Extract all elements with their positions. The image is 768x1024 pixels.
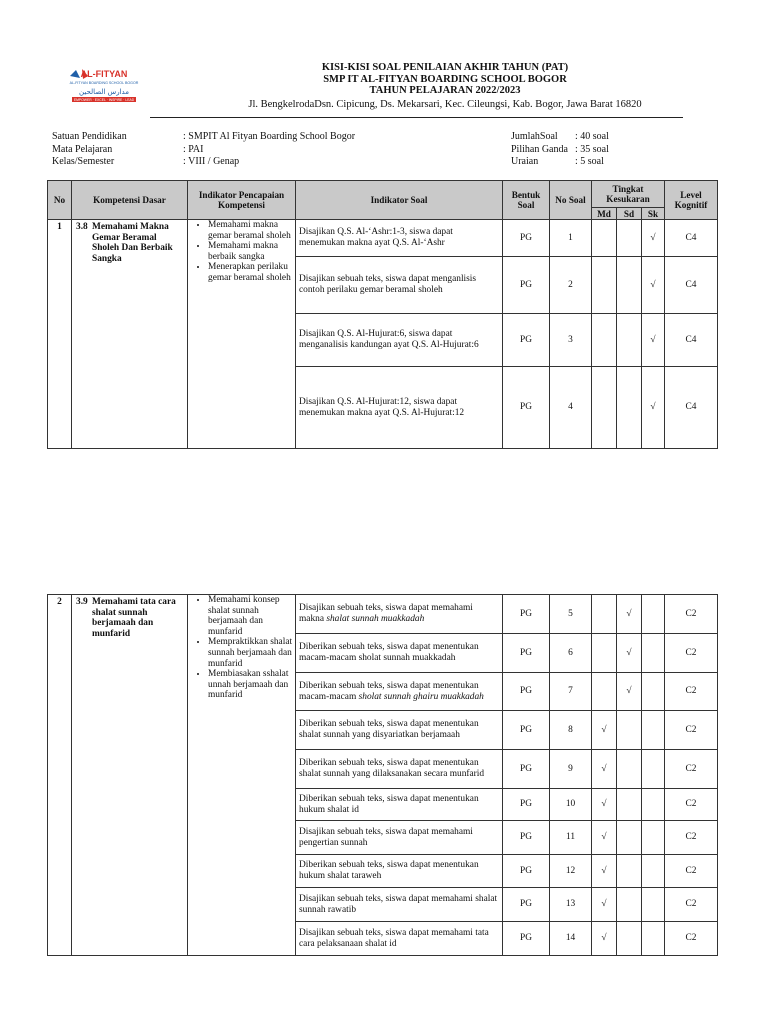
- no-soal: 8: [550, 711, 592, 750]
- bentuk-soal: PG: [503, 634, 550, 673]
- indikator-soal: Diberikan sebuah teks, siswa dapat menentukan hukum shalat taraweh: [296, 855, 503, 888]
- check-mark: √: [642, 314, 665, 367]
- bentuk-soal: PG: [503, 750, 550, 789]
- ipk-item: • Membiasakan sshalat unnah berjamaah dan munfarid: [208, 669, 293, 701]
- meta-value: : 35 soal: [575, 143, 609, 155]
- bentuk-soal: PG: [503, 821, 550, 855]
- header-no: No: [48, 181, 72, 220]
- ipk-item: • Memahami makna gemar beramal sholeh: [208, 220, 293, 241]
- header-level-kognitif: Level Kognitif: [665, 181, 718, 220]
- no-soal: 14: [550, 922, 592, 956]
- indikator-soal: Disajikan Q.S. Al-Hujurat:6, siswa dapat menganalisis kandungan ayat Q.S. Al-Hujurat:6: [296, 314, 503, 367]
- kd-number: 1: [48, 220, 72, 449]
- indikator-soal: Diberikan sebuah teks, siswa dapat menentukan shalat sunnah yang disyariatkan berjamaah: [296, 711, 503, 750]
- kd-text: Memahami Makna Gemar Beramal Sholeh Dan Berbaik Sangka: [92, 222, 173, 264]
- indikator-soal: Diberikan sebuah teks, siswa dapat menentukan macam-macam sholat sunnah muakkadah: [296, 634, 503, 673]
- indikator-soal: Disajikan sebuah teks, siswa dapat memahami shalat sunnah rawatib: [296, 888, 503, 922]
- no-soal: 10: [550, 789, 592, 821]
- doc-title: KISI-KISI SOAL PENILAIAN AKHIR TAHUN (PAT): [321, 62, 569, 73]
- check-mark: √: [642, 367, 665, 449]
- meta-value: : PAI: [183, 143, 204, 155]
- no-soal: 1: [550, 220, 592, 257]
- level-kognitif: C4: [665, 257, 718, 314]
- level-kognitif: C4: [665, 367, 718, 449]
- header-divider: [150, 117, 683, 118]
- table-row: [48, 595, 718, 634]
- indikator-soal: [296, 595, 503, 634]
- kd-number: 2: [48, 595, 72, 956]
- indikator-italic: sholat sunnah ghairu muakkadah: [358, 691, 484, 702]
- ipk-item: • Menerapkan perilaku gemar beramal sholeh: [208, 262, 293, 283]
- meta-info-left: [52, 131, 355, 169]
- kd-cell: [72, 595, 188, 956]
- logo-text: AL-FITYAN: [80, 69, 128, 79]
- bentuk-soal: PG: [503, 789, 550, 821]
- no-soal: 4: [550, 367, 592, 449]
- indikator-soal: Disajikan sebuah teks, siswa dapat menganlisis contoh perilaku gemar beramal sholeh: [296, 257, 503, 314]
- meta-label: Kelas/Semester: [52, 156, 115, 168]
- meta-label: Pilihan Ganda: [511, 143, 568, 155]
- bentuk-soal: PG: [503, 367, 550, 449]
- check-mark: √: [617, 673, 642, 711]
- bentuk-soal: PG: [503, 711, 550, 750]
- level-kognitif: C2: [665, 888, 718, 922]
- meta-label: JumlahSoal: [511, 131, 558, 142]
- check-mark: √: [617, 634, 642, 673]
- bentuk-soal: PG: [503, 673, 550, 711]
- check-mark: √: [592, 922, 617, 956]
- level-kognitif: C2: [665, 922, 718, 956]
- kisi-table-kd1: [47, 180, 718, 449]
- ipk-item: • Mempraktikkan shalat sunnah berjamaah dan munfarid: [208, 637, 293, 669]
- level-kognitif: C2: [665, 789, 718, 821]
- check-mark: √: [592, 750, 617, 789]
- check-mark: √: [592, 789, 617, 821]
- bentuk-soal: PG: [503, 888, 550, 922]
- indikator-soal: Diberikan sebuah teks, siswa dapat menentukan hukum shalat id: [296, 789, 503, 821]
- logo-arabic: مدارس الصالحين: [79, 88, 129, 96]
- bentuk-soal: PG: [503, 922, 550, 956]
- meta-value: : 40 soal: [575, 131, 609, 142]
- table-row: [48, 220, 718, 257]
- school-logo: [66, 66, 142, 108]
- check-mark: √: [642, 257, 665, 314]
- meta-value: : 5 soal: [575, 156, 604, 168]
- kd-text: Memahami tata cara shalat sunnah berjamaah dan munfarid: [92, 597, 176, 639]
- kd-code: 3.8: [76, 222, 88, 232]
- indikator-soal: Disajikan Q.S. Al-Hujurat:12, siswa dapat menemukan makna ayat Q.S. Al-Hujurat:12: [296, 367, 503, 449]
- check-mark: √: [592, 821, 617, 855]
- no-soal: 11: [550, 821, 592, 855]
- check-mark: √: [592, 888, 617, 922]
- indikator-soal: Disajikan sebuah teks, siswa dapat memahami tata cara pelaksanaan shalat id: [296, 922, 503, 956]
- no-soal: 5: [550, 595, 592, 634]
- check-mark: √: [592, 855, 617, 888]
- header-sd: Sd: [617, 208, 642, 220]
- ipk-item: • Memahami makna berbaik sangka: [208, 241, 293, 262]
- logo-subtext: AL-FITYAN BOARDING SCHOOL BOGOR: [69, 81, 139, 85]
- check-mark: √: [642, 220, 665, 257]
- meta-label: Satuan Pendidikan: [52, 131, 127, 142]
- indikator-italic: shalat sunnah muakkadah: [326, 614, 425, 624]
- kd-cell: [72, 220, 188, 449]
- meta-label: Mata Pelajaran: [52, 143, 113, 155]
- indikator-soal: Disajikan Q.S. Al-‘Ashr:1-3, siswa dapat menemukan makna ayat Q.S. Al-‘Ashr: [296, 220, 503, 257]
- header-indikator-soal: Indikator Soal: [296, 181, 503, 220]
- school-name: SMP IT AL-FITYAN BOARDING SCHOOL BOGOR: [323, 73, 567, 85]
- bentuk-soal: PG: [503, 595, 550, 634]
- no-soal: 7: [550, 673, 592, 711]
- level-kognitif: C4: [665, 314, 718, 367]
- document-header: [0, 0, 768, 120]
- ipk-cell: [188, 595, 296, 956]
- level-kognitif: C2: [665, 711, 718, 750]
- level-kognitif: C2: [665, 673, 718, 711]
- indikator-soal: Diberikan sebuah teks, siswa dapat menentukan shalat sunnah yang dilaksanakan secara munfarid: [296, 750, 503, 789]
- bentuk-soal: PG: [503, 257, 550, 314]
- bentuk-soal: PG: [503, 855, 550, 888]
- header-no-soal: No Soal: [550, 181, 592, 220]
- indikator-text: Diberikan sebuah teks, siswa dapat menentukan macam-macam: [299, 680, 479, 702]
- level-kognitif: C4: [665, 220, 718, 257]
- header-md: Md: [592, 208, 617, 220]
- meta-info-right: [511, 131, 609, 169]
- check-mark: √: [617, 595, 642, 634]
- meta-label: Uraian: [511, 156, 539, 168]
- indikator-soal: [296, 673, 503, 711]
- bentuk-soal: PG: [503, 220, 550, 257]
- no-soal: 6: [550, 634, 592, 673]
- no-soal: 12: [550, 855, 592, 888]
- school-address: Jl. BengkelrodaDsn. Cipicung, Ds. Mekarsari, Kec. Cileungsi, Kab. Bogor, Jawa Barat 16820: [248, 98, 642, 110]
- logo-tagline: EMPOWER · EXCEL · INSPIRE · LEAD: [73, 98, 135, 102]
- ipk-item: • Memahami konsep shalat sunnah berjamaah dan munfarid: [208, 595, 293, 637]
- check-mark: √: [592, 711, 617, 750]
- no-soal: 2: [550, 257, 592, 314]
- bentuk-soal: PG: [503, 314, 550, 367]
- meta-value: : VIII / Genap: [183, 156, 240, 168]
- header-sk: Sk: [642, 208, 665, 220]
- header-ipk: Indikator Pencapaian Kompetensi: [188, 181, 296, 220]
- meta-value: : SMPIT Al Fityan Boarding School Bogor: [183, 131, 356, 142]
- level-kognitif: C2: [665, 821, 718, 855]
- academic-year: TAHUN PELAJARAN 2022/2023: [369, 85, 521, 96]
- level-kognitif: C2: [665, 855, 718, 888]
- indikator-text: Disajikan sebuah teks, siswa dapat memahami makna: [299, 603, 473, 624]
- no-soal: 9: [550, 750, 592, 789]
- no-soal: 13: [550, 888, 592, 922]
- ipk-cell: [188, 220, 296, 449]
- kd-code: 3.9: [76, 597, 88, 607]
- kisi-table-kd2: [47, 594, 718, 956]
- indikator-soal: Disajikan sebuah teks, siswa dapat memahami pengertian sunnah: [296, 821, 503, 855]
- header-tingkat-kesukaran: Tingkat Kesukaran: [592, 181, 665, 208]
- header-bentuk-soal: Bentuk Soal: [503, 181, 550, 220]
- no-soal: 3: [550, 314, 592, 367]
- header-kompetensi-dasar: Kompetensi Dasar: [72, 181, 188, 220]
- level-kognitif: C2: [665, 634, 718, 673]
- level-kognitif: C2: [665, 595, 718, 634]
- level-kognitif: C2: [665, 750, 718, 789]
